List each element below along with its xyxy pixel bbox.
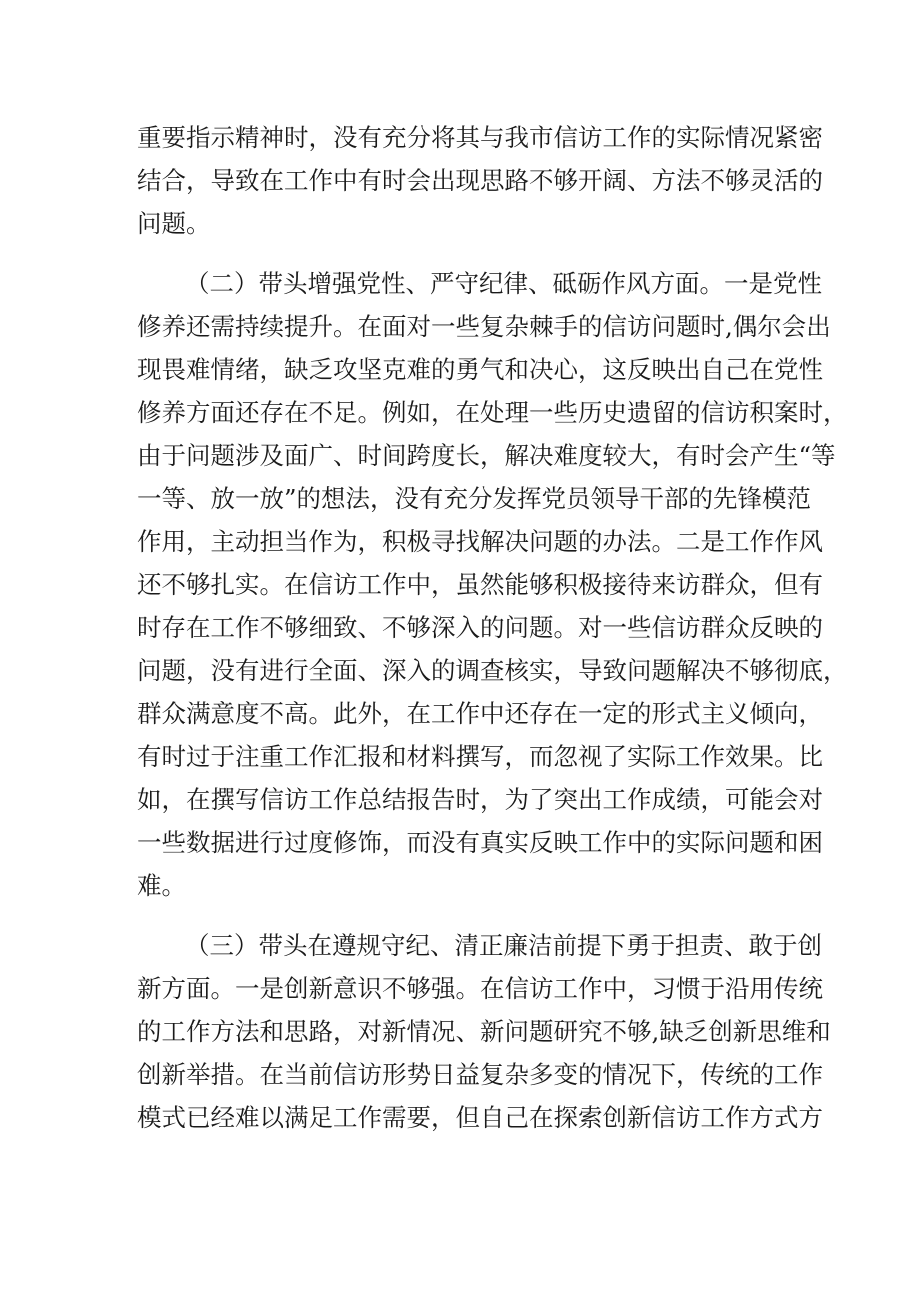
text-line: 作用，主动担当作为，积极寻找解决问题的办法。二是工作作风 — [137, 527, 823, 556]
text-line: 新方面。一是创新意识不够强。在信访工作中，习惯于沿用传统 — [137, 974, 823, 1003]
text-line: 有时过于注重工作汇报和材料撰写，而忽视了实际工作效果。比 — [137, 742, 823, 771]
text-line: 修养还需持续提升。在面对一些复杂棘手的信访问题时,偶尔会出 — [137, 312, 831, 341]
paragraph-spacer — [137, 245, 797, 262]
text-line: 创新举措。在当前信访形势日益复杂多变的情况下，传统的工作 — [137, 1060, 823, 1089]
text-line: 如，在撰写信访工作总结报告时，为了突出工作成绩，可能会对 — [137, 785, 823, 814]
text-line: 模式已经难以满足工作需要，但自己在探索创新信访工作方式方 — [137, 1103, 823, 1132]
text-line: 还不够扎实。在信访工作中，虽然能够积极接待来访群众，但有 — [137, 570, 823, 599]
text-line: （三）带头在遵规守纪、清正廉洁前提下勇于担责、敢于创 — [185, 931, 822, 960]
paragraph-spacer — [137, 907, 797, 924]
text-line: 群众满意度不高。此外，在工作中还存在一定的形式主义倾向， — [137, 699, 823, 728]
text-line: 时存在工作不够细致、不够深入的问题。对一些信访群众反映的 — [137, 613, 823, 642]
text-line: 由于问题涉及面广、时间跨度长，解决难度较大，有时会产生“等 — [137, 441, 836, 470]
document-body — [137, 116, 848, 1139]
paragraph-2 — [137, 262, 848, 907]
text-line: 结合，导致在工作中有时会出现思路不够开阔、方法不够灵活的 — [137, 166, 823, 195]
text-line: （二）带头增强党性、严守纪律、砥砺作风方面。一是党性 — [185, 269, 822, 298]
text-line: 修养方面还存在不足。例如，在处理一些历史遗留的信访积案时， — [137, 398, 848, 427]
paragraph-1 — [137, 116, 823, 245]
text-line: 的工作方法和思路，对新情况、新问题研究不够,缺乏创新思维和 — [137, 1017, 831, 1046]
text-line: 重要指示精神时，没有充分将其与我市信访工作的实际情况紧密 — [137, 123, 823, 152]
text-line: 问题。 — [137, 209, 211, 238]
text-line: 一等、放一放”的想法，没有充分发挥党员领导干部的先锋模范 — [137, 484, 812, 513]
text-line: 问题，没有进行全面、深入的调查核实，导致问题解决不够彻底， — [137, 656, 848, 685]
text-line: 一些数据进行过度修饰，而没有真实反映工作中的实际问题和困 — [137, 828, 823, 857]
text-line: 难。 — [137, 871, 186, 900]
text-line: 现畏难情绪，缺乏攻坚克难的勇气和决心，这反映出自己在党性 — [137, 355, 823, 384]
paragraph-3 — [137, 924, 831, 1139]
